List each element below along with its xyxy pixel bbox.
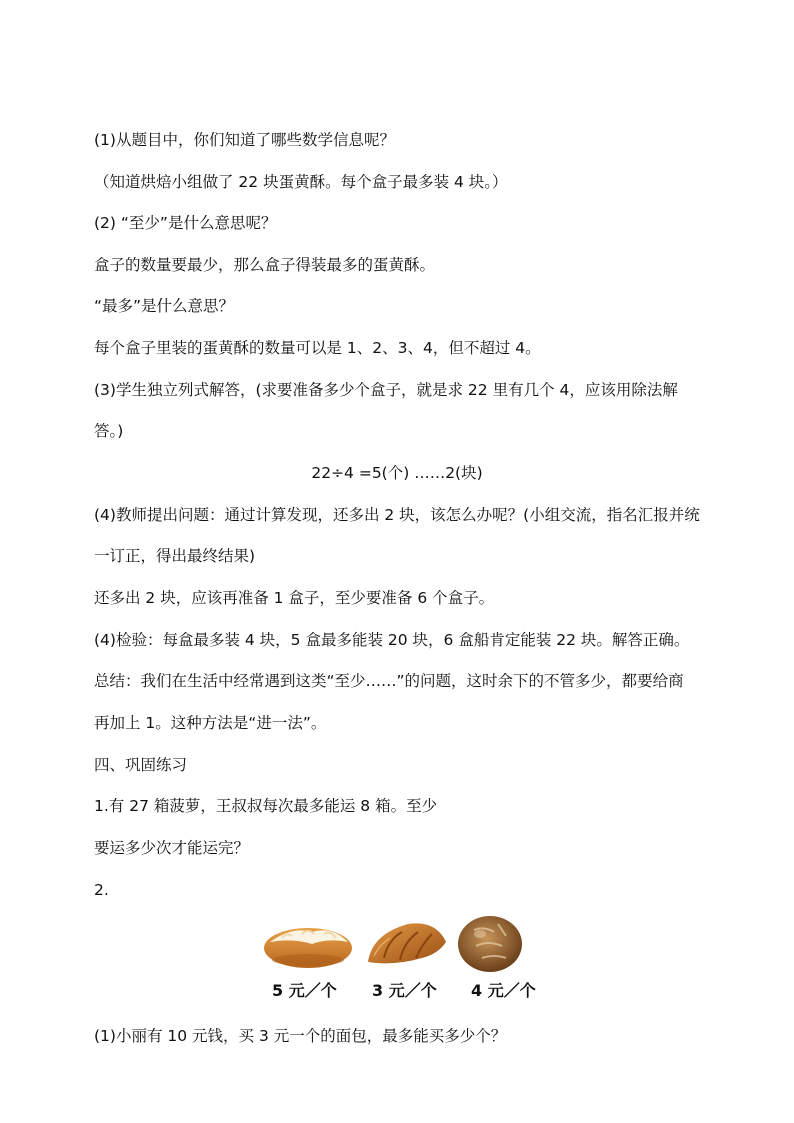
exercise-2-question-1: (1)小丽有 10 元钱，买 3 元一个的面包，最多能买多少个？ — [94, 1027, 507, 1045]
check-text: (4)检验：每盒最多装 4 块，5 盒最多能装 20 块，6 盒船肯定能装 22 块。解答正确。 — [94, 631, 690, 649]
round-bread-icon — [458, 916, 522, 972]
price-label-2: 3 元／个 — [372, 981, 437, 1000]
question-1-prompt: (1)从题目中，你们知道了哪些数学信息呢？ — [94, 131, 395, 149]
bread-illustrations — [262, 912, 542, 976]
question-2-answer: 盒子的数量要最少，那么盒子得装最多的蛋黄酥。 — [94, 256, 436, 274]
step-3-text-cont: 答。) — [94, 422, 124, 440]
exercise-1-text: 1.有 27 箱菠萝，王叔叔每次最多能运 8 箱。至少 — [94, 797, 438, 815]
summary-text: 总结：我们在生活中经常遇到这类“至少……”的问题，这时余下的不管多少，都要给商 — [94, 672, 684, 690]
croissant-icon — [368, 923, 446, 963]
price-label-1: 5 元／个 — [272, 981, 337, 1000]
question-most-answer: 每个盒子里装的蛋黄酥的数量可以是 1、2、3、4，但不超过 4。 — [94, 339, 541, 357]
section-heading: 四、巩固练习 — [94, 756, 188, 774]
division-equation: 22÷4 =5(个) ……2(块) — [311, 464, 483, 482]
step-3-text: (3)学生独立列式解答，(求要准备多少个盒子，就是求 22 里有几个 4，应该用除法解 — [94, 381, 678, 399]
summary-text-cont: 再加上 1。这种方法是“进一法”。 — [94, 714, 327, 732]
step-4-text: (4)教师提出问题：通过计算发现，还多出 2 块，该怎么办呢？(小组交流，指名汇报并统 — [94, 506, 700, 524]
exercise-2-label: 2. — [94, 881, 109, 899]
step-4-text-cont: 一订正，得出最终结果) — [94, 547, 256, 565]
step-4-conclusion: 还多出 2 块，应该再准备 1 盒子，至少要准备 6 个盒子。 — [94, 589, 495, 607]
question-1-answer: （知道烘焙小组做了 22 块蛋黄酥。每个盒子最多装 4 块。） — [94, 173, 508, 191]
price-label-3: 4 元／个 — [471, 981, 536, 1000]
cream-bread-icon — [264, 928, 352, 968]
exercise-1-text-cont: 要运多少次才能运完？ — [94, 839, 250, 857]
question-2-prompt: (2) “至少”是什么意思呢？ — [94, 214, 277, 232]
question-most-prompt: “最多”是什么意思？ — [94, 297, 235, 315]
